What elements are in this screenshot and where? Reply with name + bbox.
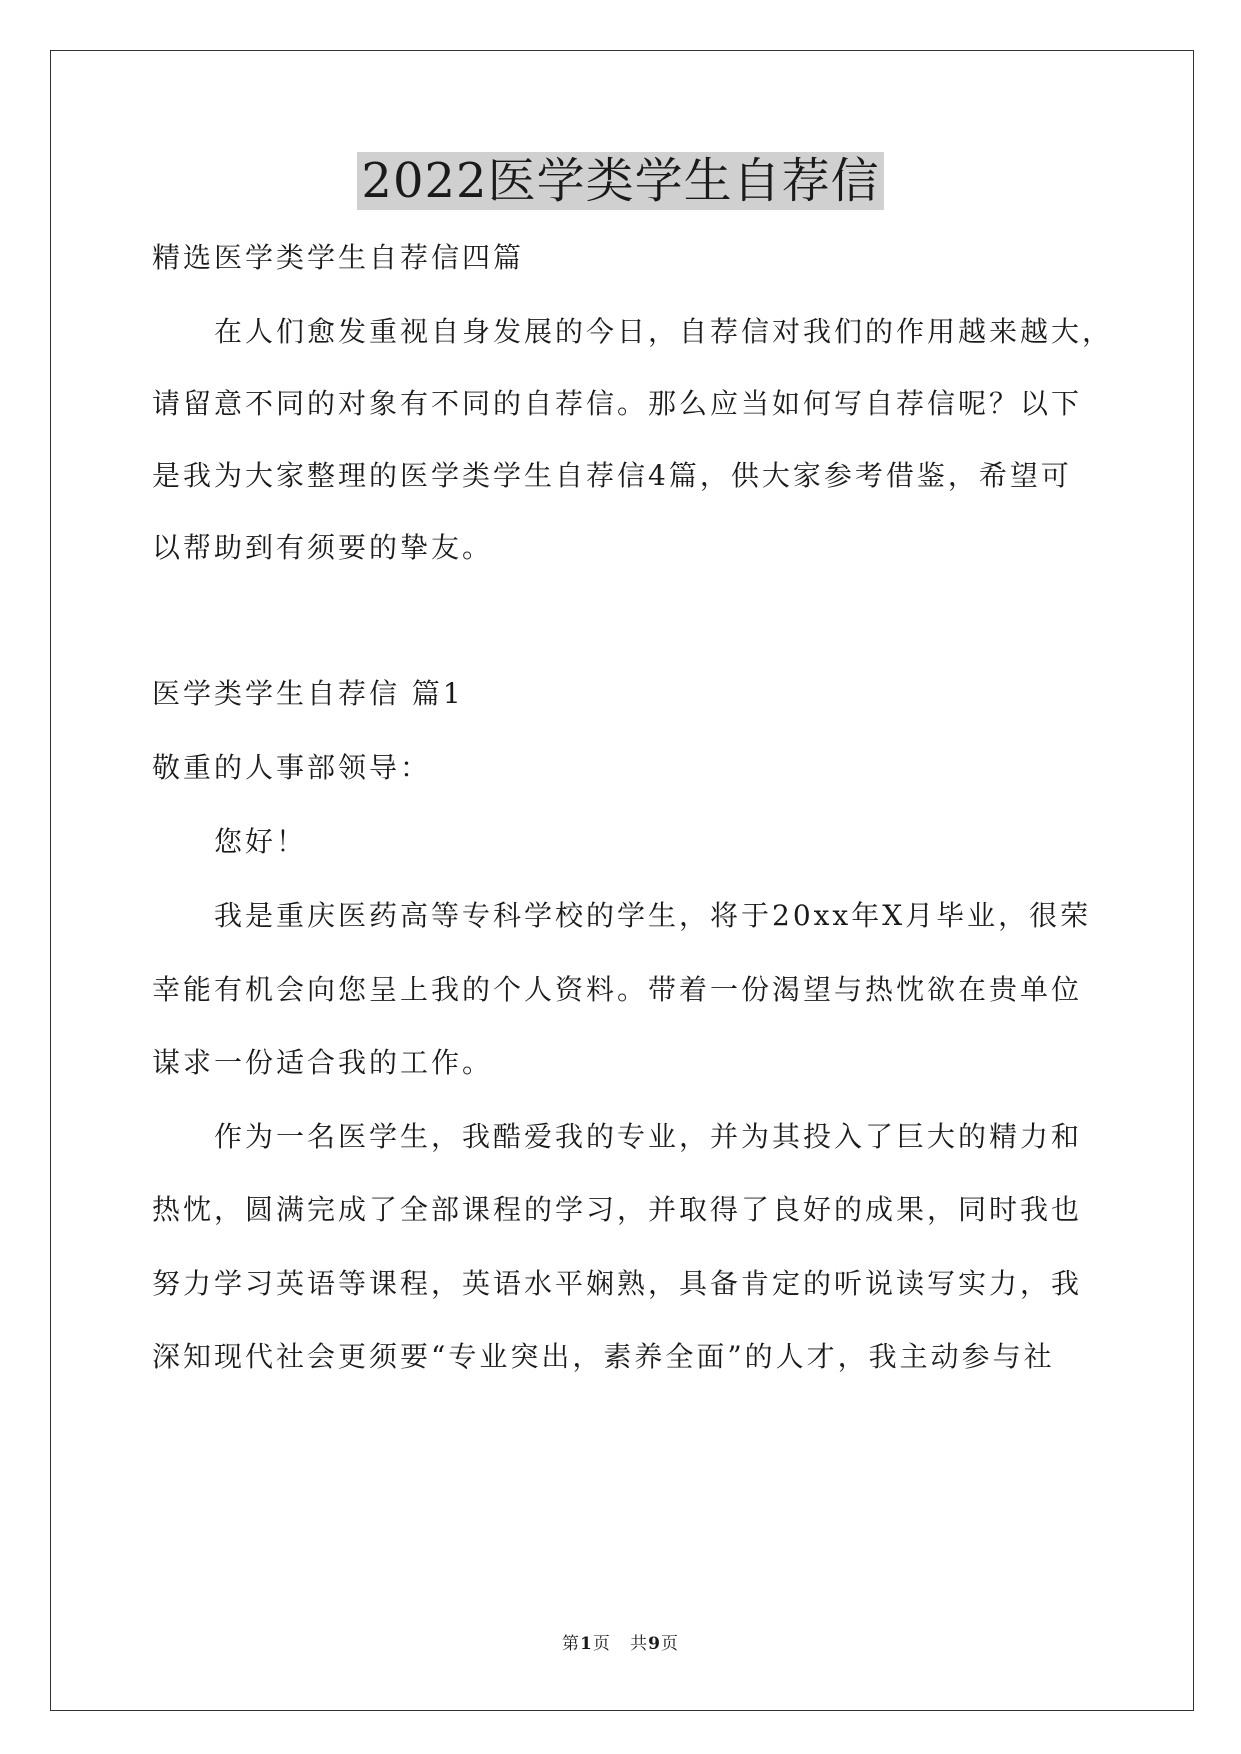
document-title: 2022医学类学生自荐信 xyxy=(357,152,883,210)
page-footer xyxy=(0,1633,1241,1655)
paragraph-line: 以帮助到有须要的挚友。 xyxy=(152,531,494,564)
footer-page-suffix: 页 xyxy=(592,1634,611,1654)
paragraph-line: 努力学习英语等课程，英语水平娴熟，具备肯定的听说读写实力，我 xyxy=(152,1267,1083,1300)
paragraph-line: 作为一名医学生，我酷爱我的专业，并为其投入了巨大的精力和 xyxy=(214,1120,1083,1153)
footer-total-suffix: 页 xyxy=(660,1634,679,1654)
salutation-line: 敬重的人事部领导： xyxy=(152,751,432,784)
footer-total-prefix: 共 xyxy=(630,1634,649,1654)
paragraph-line: 请留意不同的对象有不同的自荐信。那么应当如何写自荐信呢？以下 xyxy=(152,387,1083,420)
subtitle-line: 精选医学类学生自荐信四篇 xyxy=(152,241,525,274)
footer-page-prefix: 第 xyxy=(562,1634,581,1654)
section-heading: 医学类学生自荐信 篇1 xyxy=(152,677,464,710)
page-border xyxy=(50,50,1194,1711)
paragraph-line: 热忱，圆满完成了全部课程的学习，并取得了良好的成果，同时我也 xyxy=(152,1193,1083,1226)
paragraph-line: 我是重庆医药高等专科学校的学生，将于20xx年X月毕业，很荣 xyxy=(214,899,1092,932)
footer-page-number: 1 xyxy=(580,1634,593,1654)
paragraph-line: 幸能有机会向您呈上我的个人资料。带着一份渴望与热忱欲在贵单位 xyxy=(152,973,1083,1006)
paragraph-line: 谋求一份适合我的工作。 xyxy=(152,1046,494,1079)
paragraph-line: 在人们愈发重视自身发展的今日，自荐信对我们的作用越来越大， xyxy=(214,315,1114,348)
footer-total-pages: 9 xyxy=(648,1634,661,1654)
paragraph-line: 是我为大家整理的医学类学生自荐信4篇，供大家参考借鉴，希望可 xyxy=(152,459,1072,492)
paragraph-line: 深知现代社会更须要“专业突出，素养全面”的人才，我主动参与社 xyxy=(152,1340,1055,1373)
greeting-line: 您好！ xyxy=(214,825,308,858)
